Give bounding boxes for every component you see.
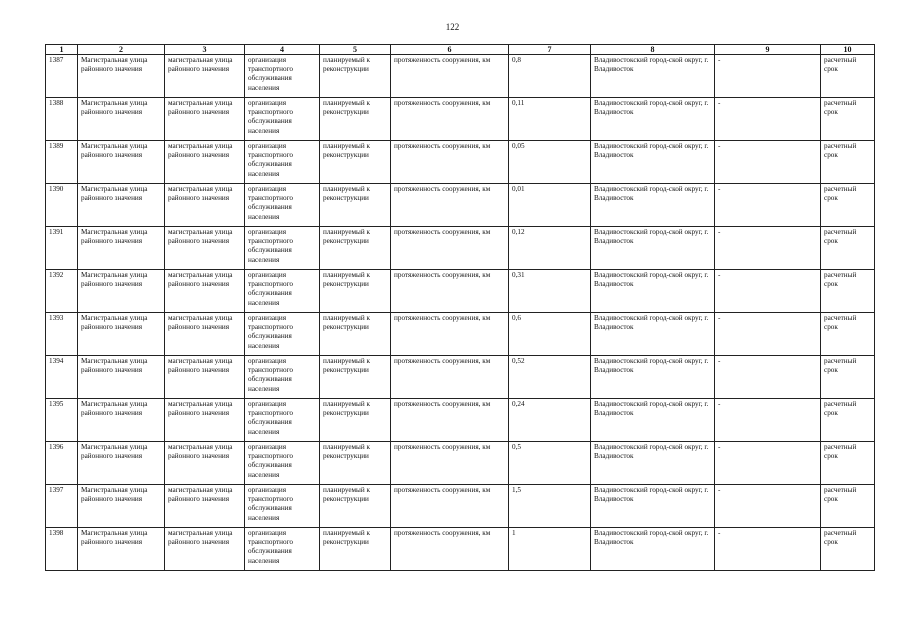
object-type-cell: магистральная улица районного значения bbox=[165, 184, 245, 227]
zone-cell: - bbox=[715, 98, 821, 141]
status-cell: планируемый к реконструкции bbox=[320, 98, 391, 141]
value-cell: 0,01 bbox=[509, 184, 591, 227]
column-number-header: 9 bbox=[715, 45, 821, 55]
zone-cell: - bbox=[715, 55, 821, 98]
column-number-header: 5 bbox=[320, 45, 391, 55]
purpose-cell: организация транспортного обслуживания населения bbox=[245, 356, 320, 399]
purpose-cell: организация транспортного обслуживания населения bbox=[245, 184, 320, 227]
object-type-cell: магистральная улица районного значения bbox=[165, 55, 245, 98]
row-id-cell: 1396 bbox=[46, 442, 78, 485]
column-number-header: 6 bbox=[391, 45, 509, 55]
zone-cell: - bbox=[715, 399, 821, 442]
location-cell: Владивостокский город-ской округ, г. Владивосток bbox=[591, 98, 715, 141]
value-cell: 0,24 bbox=[509, 399, 591, 442]
characteristic-cell: протяженность сооружения, км bbox=[391, 55, 509, 98]
zone-cell: - bbox=[715, 356, 821, 399]
characteristic-cell: протяженность сооружения, км bbox=[391, 313, 509, 356]
column-number-header: 10 bbox=[821, 45, 875, 55]
row-id-cell: 1389 bbox=[46, 141, 78, 184]
purpose-cell: организация транспортного обслуживания населения bbox=[245, 399, 320, 442]
row-id-cell: 1395 bbox=[46, 399, 78, 442]
characteristic-cell: протяженность сооружения, км bbox=[391, 184, 509, 227]
status-cell: планируемый к реконструкции bbox=[320, 184, 391, 227]
column-number-header: 1 bbox=[46, 45, 78, 55]
row-id-cell: 1392 bbox=[46, 270, 78, 313]
location-cell: Владивостокский город-ской округ, г. Владивосток bbox=[591, 313, 715, 356]
value-cell: 0,6 bbox=[509, 313, 591, 356]
object-name-cell: Магистральная улица районного значения bbox=[78, 141, 165, 184]
term-cell: расчетный срок bbox=[821, 227, 875, 270]
object-name-cell: Магистральная улица районного значения bbox=[78, 184, 165, 227]
term-cell: расчетный срок bbox=[821, 485, 875, 528]
object-name-cell: Магистральная улица районного значения bbox=[78, 485, 165, 528]
term-cell: расчетный срок bbox=[821, 442, 875, 485]
column-number-header: 7 bbox=[509, 45, 591, 55]
table-row bbox=[46, 528, 875, 571]
term-cell: расчетный срок bbox=[821, 313, 875, 356]
object-type-cell: магистральная улица районного значения bbox=[165, 227, 245, 270]
zone-cell: - bbox=[715, 528, 821, 571]
object-name-cell: Магистральная улица районного значения bbox=[78, 528, 165, 571]
table-row bbox=[46, 270, 875, 313]
term-cell: расчетный срок bbox=[821, 141, 875, 184]
page-number: 122 bbox=[445, 22, 460, 32]
status-cell: планируемый к реконструкции bbox=[320, 55, 391, 98]
term-cell: расчетный срок bbox=[821, 528, 875, 571]
zone-cell: - bbox=[715, 184, 821, 227]
table-row bbox=[46, 485, 875, 528]
characteristic-cell: протяженность сооружения, км bbox=[391, 399, 509, 442]
purpose-cell: организация транспортного обслуживания населения bbox=[245, 98, 320, 141]
row-id-cell: 1398 bbox=[46, 528, 78, 571]
characteristic-cell: протяженность сооружения, км bbox=[391, 227, 509, 270]
object-type-cell: магистральная улица районного значения bbox=[165, 270, 245, 313]
term-cell: расчетный срок bbox=[821, 356, 875, 399]
zone-cell: - bbox=[715, 442, 821, 485]
object-type-cell: магистральная улица районного значения bbox=[165, 442, 245, 485]
zone-cell: - bbox=[715, 485, 821, 528]
status-cell: планируемый к реконструкции bbox=[320, 270, 391, 313]
table-row bbox=[46, 184, 875, 227]
object-type-cell: магистральная улица районного значения bbox=[165, 485, 245, 528]
zone-cell: - bbox=[715, 313, 821, 356]
location-cell: Владивостокский город-ской округ, г. Владивосток bbox=[591, 184, 715, 227]
characteristic-cell: протяженность сооружения, км bbox=[391, 356, 509, 399]
zone-cell: - bbox=[715, 227, 821, 270]
object-type-cell: магистральная улица районного значения bbox=[165, 141, 245, 184]
registry-table bbox=[45, 44, 875, 571]
term-cell: расчетный срок bbox=[821, 184, 875, 227]
purpose-cell: организация транспортного обслуживания населения bbox=[245, 55, 320, 98]
term-cell: расчетный срок bbox=[821, 98, 875, 141]
location-cell: Владивостокский город-ской округ, г. Владивосток bbox=[591, 528, 715, 571]
object-name-cell: Магистральная улица районного значения bbox=[78, 313, 165, 356]
row-id-cell: 1394 bbox=[46, 356, 78, 399]
purpose-cell: организация транспортного обслуживания населения bbox=[245, 485, 320, 528]
value-cell: 1 bbox=[509, 528, 591, 571]
object-name-cell: Магистральная улица районного значения bbox=[78, 98, 165, 141]
purpose-cell: организация транспортного обслуживания населения bbox=[245, 442, 320, 485]
location-cell: Владивостокский город-ской округ, г. Владивосток bbox=[591, 485, 715, 528]
characteristic-cell: протяженность сооружения, км bbox=[391, 141, 509, 184]
row-id-cell: 1393 bbox=[46, 313, 78, 356]
value-cell: 0,31 bbox=[509, 270, 591, 313]
location-cell: Владивостокский город-ской округ, г. Владивосток bbox=[591, 356, 715, 399]
characteristic-cell: протяженность сооружения, км bbox=[391, 442, 509, 485]
characteristic-cell: протяженность сооружения, км bbox=[391, 485, 509, 528]
location-cell: Владивостокский город-ской округ, г. Владивосток bbox=[591, 227, 715, 270]
status-cell: планируемый к реконструкции bbox=[320, 141, 391, 184]
term-cell: расчетный срок bbox=[821, 270, 875, 313]
status-cell: планируемый к реконструкции bbox=[320, 313, 391, 356]
column-number-header: 3 bbox=[165, 45, 245, 55]
column-number-header: 8 bbox=[591, 45, 715, 55]
table-row bbox=[46, 227, 875, 270]
location-cell: Владивостокский город-ской округ, г. Владивосток bbox=[591, 442, 715, 485]
status-cell: планируемый к реконструкции bbox=[320, 442, 391, 485]
object-name-cell: Магистральная улица районного значения bbox=[78, 270, 165, 313]
status-cell: планируемый к реконструкции bbox=[320, 485, 391, 528]
purpose-cell: организация транспортного обслуживания населения bbox=[245, 528, 320, 571]
value-cell: 0,11 bbox=[509, 98, 591, 141]
object-name-cell: Магистральная улица районного значения bbox=[78, 227, 165, 270]
value-cell: 0,52 bbox=[509, 356, 591, 399]
table-row bbox=[46, 141, 875, 184]
object-name-cell: Магистральная улица районного значения bbox=[78, 356, 165, 399]
characteristic-cell: протяженность сооружения, км bbox=[391, 98, 509, 141]
term-cell: расчетный срок bbox=[821, 55, 875, 98]
status-cell: планируемый к реконструкции bbox=[320, 227, 391, 270]
purpose-cell: организация транспортного обслуживания населения bbox=[245, 313, 320, 356]
characteristic-cell: протяженность сооружения, км bbox=[391, 270, 509, 313]
row-id-cell: 1397 bbox=[46, 485, 78, 528]
row-id-cell: 1388 bbox=[46, 98, 78, 141]
location-cell: Владивостокский город-ской округ, г. Владивосток bbox=[591, 55, 715, 98]
table-row bbox=[46, 313, 875, 356]
location-cell: Владивостокский город-ской округ, г. Владивосток bbox=[591, 141, 715, 184]
object-type-cell: магистральная улица районного значения bbox=[165, 528, 245, 571]
purpose-cell: организация транспортного обслуживания населения bbox=[245, 141, 320, 184]
value-cell: 0,12 bbox=[509, 227, 591, 270]
zone-cell: - bbox=[715, 270, 821, 313]
row-id-cell: 1390 bbox=[46, 184, 78, 227]
value-cell: 0,5 bbox=[509, 442, 591, 485]
object-name-cell: Магистральная улица районного значения bbox=[78, 55, 165, 98]
column-number-row bbox=[46, 45, 875, 55]
column-number-header: 4 bbox=[245, 45, 320, 55]
row-id-cell: 1387 bbox=[46, 55, 78, 98]
location-cell: Владивостокский город-ской округ, г. Владивосток bbox=[591, 270, 715, 313]
value-cell: 0,8 bbox=[509, 55, 591, 98]
object-name-cell: Магистральная улица районного значения bbox=[78, 442, 165, 485]
location-cell: Владивостокский город-ской округ, г. Владивосток bbox=[591, 399, 715, 442]
status-cell: планируемый к реконструкции bbox=[320, 528, 391, 571]
status-cell: планируемый к реконструкции bbox=[320, 356, 391, 399]
table-row bbox=[46, 356, 875, 399]
table-row bbox=[46, 98, 875, 141]
object-type-cell: магистральная улица районного значения bbox=[165, 98, 245, 141]
row-id-cell: 1391 bbox=[46, 227, 78, 270]
status-cell: планируемый к реконструкции bbox=[320, 399, 391, 442]
object-type-cell: магистральная улица районного значения bbox=[165, 356, 245, 399]
purpose-cell: организация транспортного обслуживания населения bbox=[245, 227, 320, 270]
object-type-cell: магистральная улица районного значения bbox=[165, 313, 245, 356]
term-cell: расчетный срок bbox=[821, 399, 875, 442]
object-type-cell: магистральная улица районного значения bbox=[165, 399, 245, 442]
table-row bbox=[46, 442, 875, 485]
zone-cell: - bbox=[715, 141, 821, 184]
purpose-cell: организация транспортного обслуживания населения bbox=[245, 270, 320, 313]
value-cell: 1,5 bbox=[509, 485, 591, 528]
object-name-cell: Магистральная улица районного значения bbox=[78, 399, 165, 442]
value-cell: 0,05 bbox=[509, 141, 591, 184]
characteristic-cell: протяженность сооружения, км bbox=[391, 528, 509, 571]
table-row bbox=[46, 399, 875, 442]
column-number-header: 2 bbox=[78, 45, 165, 55]
table-row bbox=[46, 55, 875, 98]
